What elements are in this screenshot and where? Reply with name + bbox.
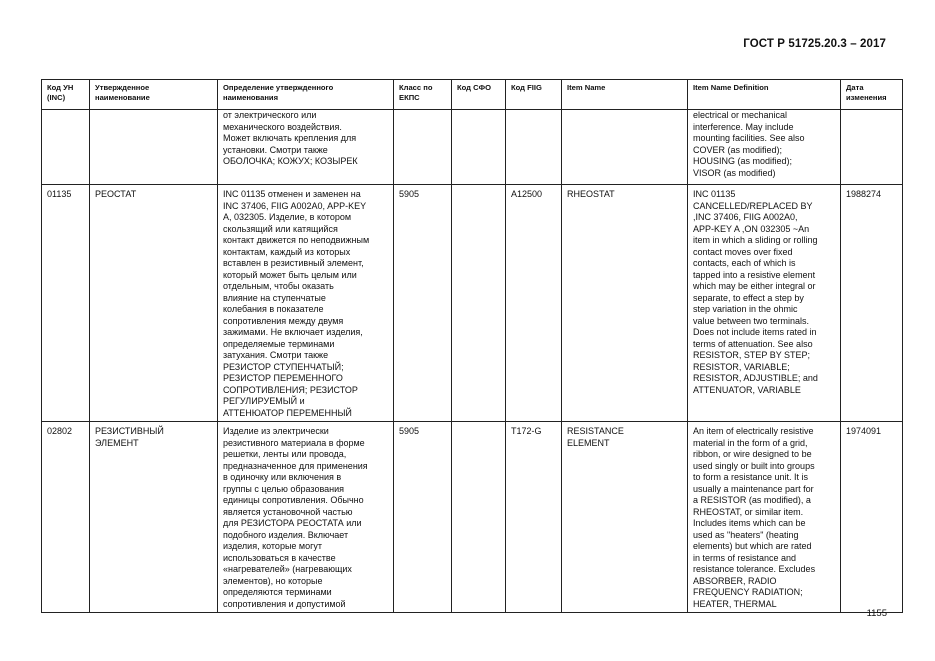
- col-header-fiig: Код FIIG: [506, 80, 562, 110]
- cell-class: 5905: [394, 185, 452, 422]
- col-header-name-ru: Утвержденное наименование: [90, 80, 218, 110]
- document-header: ГОСТ Р 51725.20.3 – 2017: [743, 38, 886, 50]
- cell-date: 1988274: [841, 185, 903, 422]
- col-header-class: Класс по ЕКПС: [394, 80, 452, 110]
- cell-item-name: RHEOSTAT: [562, 185, 688, 422]
- table-header-row: [42, 80, 903, 110]
- cell-fiig: [506, 110, 562, 185]
- cell-item-def: An item of electrically resistive material in the form of a grid, ribbon, or wire designed to be used singly or built into groups to form a resistance unit. It is usually a maintenance part for a RESISTOR (as modified), a RHEOSTAT, or similar item. Includes items which can be used as "heaters" (heating elements) but which are rated in terms of resistance and resistance tolerance. Excludes ABSORBER, RADIO FREQUENCY RADIATION; HEATER, THERMAL: [688, 422, 841, 613]
- cell-sfo: [452, 422, 506, 613]
- cell-date: 1974091: [841, 422, 903, 613]
- col-header-date: Дата изменения: [841, 80, 903, 110]
- cell-sfo: [452, 110, 506, 185]
- cell-def-ru: от электрического или механического воздействия. Может включать крепления для установки. Смотри также ОБОЛОЧКА; КОЖУХ; КОЗЫРЕК: [218, 110, 394, 185]
- cell-fiig: A12500: [506, 185, 562, 422]
- cell-item-def: electrical or mechanical interference. May include mounting facilities. See also COVER (as modified); HOUSING (as modified); VISOR (as modified): [688, 110, 841, 185]
- cell-class: 5905: [394, 422, 452, 613]
- cell-def-ru: INC 01135 отменен и заменен на INC 37406, FIIG A002A0, APP-KEY A, 032305. Изделие, в котором скользящий или катящийся контакт движется по неподвижным контактам, каждый из которых вставлен в резистивный элемент, который может быть целым или отдельным, чтобы оказать влияние на ступенчатые колебания в показателе сопротивления между двумя зажимами. Не включает изделия, определяемые терминами затухания. Смотри также РЕЗИСТОР СТУПЕНЧАТЫЙ; РЕЗИСТОР ПЕРЕМЕННОГО СОПРОТИВЛЕНИЯ; РЕЗИСТОР РЕГУЛИРУЕМЫЙ и АТТЕНЮАТОР ПЕРЕМЕННЫЙ: [218, 185, 394, 422]
- cell-item-name: [562, 110, 688, 185]
- table-row: [42, 185, 903, 422]
- cell-class: [394, 110, 452, 185]
- cell-inc: [42, 110, 90, 185]
- table-row: [42, 422, 903, 613]
- cell-inc: 01135: [42, 185, 90, 422]
- col-header-def-ru: Определение утвержденного наименования: [218, 80, 394, 110]
- cell-fiig: T172-G: [506, 422, 562, 613]
- cell-date: [841, 110, 903, 185]
- cell-def-ru: Изделие из электрически резистивного материала в форме решетки, ленты или провода, предназначенное для применения в одиночку или включения в группы с целью образования единицы сопротивления. Обычно является установочной частью для РЕЗИСТОРА РЕОСТАТА или подобного изделия. Включает изделия, которые могут использоваться в качестве «нагревателей» (нагревающих элементов), но которые определяются терминами сопротивления и допустимой: [218, 422, 394, 613]
- col-header-item-name: Item Name: [562, 80, 688, 110]
- col-header-inc: Код УН (INC): [42, 80, 90, 110]
- cell-sfo: [452, 185, 506, 422]
- page-number: 1155: [866, 608, 887, 619]
- col-header-sfo: Код СФО: [452, 80, 506, 110]
- table-row: [42, 110, 903, 185]
- catalog-table: [41, 79, 903, 613]
- cell-inc: 02802: [42, 422, 90, 613]
- col-header-item-def: Item Name Definition: [688, 80, 841, 110]
- cell-name-ru: [90, 110, 218, 185]
- cell-item-name: RESISTANCE ELEMENT: [562, 422, 688, 613]
- cell-name-ru: РЕЗИСТИВНЫЙ ЭЛЕМЕНТ: [90, 422, 218, 613]
- cell-name-ru: РЕОСТАТ: [90, 185, 218, 422]
- cell-item-def: INC 01135 CANCELLED/REPLACED BY ,INC 37406, FIIG A002A0, APP-KEY A ,ON 032305 ~An item in which a sliding or rolling contact moves over fixed contacts, each of which is tapped into a resistive element which may be either integral or separate, to effect a step by step variation in the ohmic value between two terminals. Does not include items rated in terms of attenuation. See also RESISTOR, STEP BY STEP; RESISTOR, VARIABLE; RESISTOR, ADJUSTIBLE; and ATTENUATOR, VARIABLE: [688, 185, 841, 422]
